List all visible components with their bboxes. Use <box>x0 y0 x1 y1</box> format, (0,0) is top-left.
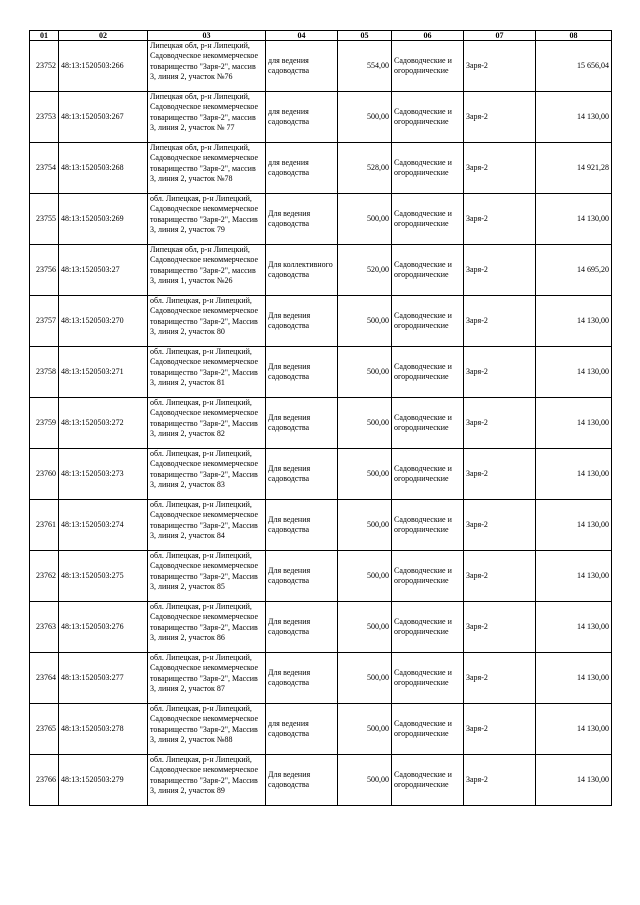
cell-cadastral-number: 48:13:1520503:269 <box>59 194 148 245</box>
cell-cadastral-number: 48:13:1520503:272 <box>59 398 148 449</box>
table-row <box>30 245 612 296</box>
address-text: обл. Липецкая, р-н Липецкий, Садоводческое некоммерческое товарищество "Заря-2", Массив 3, линия 2, участок 89 <box>150 755 259 796</box>
cell-cadastral-number: 48:13:1520503:274 <box>59 500 148 551</box>
cell-area: 500,00 <box>338 194 392 245</box>
address-text: обл. Липецкая, р-н Липецкий, Садоводческое некоммерческое товарищество "Заря-2", Массив 3, линия 2, участок 79 <box>150 194 259 235</box>
cell-record-id: 23752 <box>30 41 59 92</box>
cell-partnership-name: Заря-2 <box>464 551 536 602</box>
cell-permitted-use: для ведения садоводства <box>266 41 338 92</box>
cell-cadastral-number: 48:13:1520503:277 <box>59 653 148 704</box>
cell-area: 500,00 <box>338 347 392 398</box>
cell-cadastral-value: 14 130,00 <box>536 704 612 755</box>
address-text: обл. Липецкая, р-н Липецкий, Садоводческое некоммерческое товарищество "Заря-2", Массив 3, линия 2, участок 83 <box>150 449 259 490</box>
cell-category: Садоводческие и огороднические <box>392 194 464 245</box>
header-col-01: 01 <box>30 31 59 41</box>
table-row <box>30 449 612 500</box>
cell-record-id: 23760 <box>30 449 59 500</box>
cell-permitted-use: Для ведения садоводства <box>266 194 338 245</box>
header-col-07: 07 <box>464 31 536 41</box>
cell-address <box>148 653 266 704</box>
cell-cadastral-number: 48:13:1520503:279 <box>59 755 148 806</box>
cell-permitted-use: Для ведения садоводства <box>266 449 338 500</box>
cell-record-id: 23755 <box>30 194 59 245</box>
cell-cadastral-value: 14 921,28 <box>536 143 612 194</box>
address-text: обл. Липецкая, р-н Липецкий, Садоводческое некоммерческое товарищество "Заря-2", Массив 3, линия 2, участок №88 <box>150 704 259 745</box>
cell-record-id: 23765 <box>30 704 59 755</box>
cell-record-id: 23758 <box>30 347 59 398</box>
cell-record-id: 23762 <box>30 551 59 602</box>
cell-permitted-use: Для ведения садоводства <box>266 500 338 551</box>
cell-address <box>148 245 266 296</box>
cell-cadastral-number: 48:13:1520503:268 <box>59 143 148 194</box>
cell-area: 500,00 <box>338 551 392 602</box>
cell-record-id: 23753 <box>30 92 59 143</box>
cell-address <box>148 194 266 245</box>
cell-address <box>148 41 266 92</box>
cell-record-id: 23756 <box>30 245 59 296</box>
cell-cadastral-number: 48:13:1520503:273 <box>59 449 148 500</box>
cell-category: Садоводческие и огороднические <box>392 755 464 806</box>
cell-record-id: 23763 <box>30 602 59 653</box>
cell-cadastral-value: 14 130,00 <box>536 398 612 449</box>
cell-cadastral-value: 14 695,20 <box>536 245 612 296</box>
cell-category: Садоводческие и огороднические <box>392 704 464 755</box>
cell-permitted-use: для ведения садоводства <box>266 143 338 194</box>
cell-category: Садоводческие и огороднические <box>392 602 464 653</box>
cell-permitted-use: Для ведения садоводства <box>266 398 338 449</box>
address-text: Липецкая обл, р-н Липецкий, Садоводческое некоммерческое товарищество "Заря-2", массив 3, линия 2, участок №78 <box>150 143 259 184</box>
cell-record-id: 23764 <box>30 653 59 704</box>
address-text: обл. Липецкая, р-н Липецкий, Садоводческое некоммерческое товарищество "Заря-2", Массив 3, линия 2, участок 81 <box>150 347 259 388</box>
cell-category: Садоводческие и огороднические <box>392 398 464 449</box>
table-row <box>30 602 612 653</box>
header-col-05: 05 <box>338 31 392 41</box>
table-row <box>30 551 612 602</box>
cell-address <box>148 92 266 143</box>
cell-cadastral-number: 48:13:1520503:276 <box>59 602 148 653</box>
cell-permitted-use: Для ведения садоводства <box>266 653 338 704</box>
cell-address <box>148 398 266 449</box>
cell-cadastral-number: 48:13:1520503:270 <box>59 296 148 347</box>
address-text: обл. Липецкая, р-н Липецкий, Садоводческое некоммерческое товарищество "Заря-2", Массив 3, линия 2, участок 82 <box>150 398 259 439</box>
cell-cadastral-value: 14 130,00 <box>536 449 612 500</box>
address-text: Липецкая обл, р-н Липецкий, Садоводческое некоммерческое товарищество "Заря-2", массив 3, линия 2, участок №76 <box>150 41 259 82</box>
table-row <box>30 653 612 704</box>
cell-area: 500,00 <box>338 449 392 500</box>
cell-partnership-name: Заря-2 <box>464 653 536 704</box>
cell-partnership-name: Заря-2 <box>464 296 536 347</box>
table-row <box>30 41 612 92</box>
cell-cadastral-value: 14 130,00 <box>536 500 612 551</box>
cell-area: 500,00 <box>338 296 392 347</box>
cell-address <box>148 296 266 347</box>
cell-cadastral-value: 14 130,00 <box>536 194 612 245</box>
address-text: Липецкая обл, р-н Липецкий, Садоводческое некоммерческое товарищество "Заря-2", массив 3, линия 2, участок № 77 <box>150 92 259 133</box>
address-text: обл. Липецкая, р-н Липецкий, Садоводческое некоммерческое товарищество "Заря-2", Массив 3, линия 2, участок 86 <box>150 602 259 643</box>
cell-address <box>148 704 266 755</box>
cell-category: Садоводческие и огороднические <box>392 143 464 194</box>
cell-area: 500,00 <box>338 92 392 143</box>
table-row <box>30 500 612 551</box>
cell-category: Садоводческие и огороднические <box>392 449 464 500</box>
cell-address <box>148 500 266 551</box>
registry-table <box>29 30 612 806</box>
address-text: обл. Липецкая, р-н Липецкий, Садоводческое некоммерческое товарищество "Заря-2", Массив 3, линия 2, участок 80 <box>150 296 259 337</box>
cell-record-id: 23754 <box>30 143 59 194</box>
cell-category: Садоводческие и огороднические <box>392 41 464 92</box>
cell-partnership-name: Заря-2 <box>464 245 536 296</box>
cell-partnership-name: Заря-2 <box>464 755 536 806</box>
cell-record-id: 23757 <box>30 296 59 347</box>
table-row <box>30 92 612 143</box>
cell-permitted-use: Для коллективного садоводства <box>266 245 338 296</box>
cell-area: 500,00 <box>338 704 392 755</box>
header-col-08: 08 <box>536 31 612 41</box>
cell-cadastral-value: 14 130,00 <box>536 296 612 347</box>
cell-record-id: 23766 <box>30 755 59 806</box>
cell-area: 500,00 <box>338 602 392 653</box>
header-col-04: 04 <box>266 31 338 41</box>
cell-permitted-use: Для ведения садоводства <box>266 551 338 602</box>
cell-cadastral-value: 14 130,00 <box>536 602 612 653</box>
cell-record-id: 23759 <box>30 398 59 449</box>
cell-cadastral-number: 48:13:1520503:266 <box>59 41 148 92</box>
cell-cadastral-value: 14 130,00 <box>536 755 612 806</box>
cell-address <box>148 143 266 194</box>
cell-permitted-use: для ведения садоводства <box>266 704 338 755</box>
cell-partnership-name: Заря-2 <box>464 194 536 245</box>
header-row <box>30 31 612 41</box>
cell-partnership-name: Заря-2 <box>464 347 536 398</box>
table-row <box>30 194 612 245</box>
address-text: Липецкая обл, р-н Липецкий, Садоводческое некоммерческое товарищество "Заря-2", массив 3, линия 1, участок №26 <box>150 245 259 286</box>
cell-cadastral-number: 48:13:1520503:267 <box>59 92 148 143</box>
cell-category: Садоводческие и огороднические <box>392 500 464 551</box>
header-col-03: 03 <box>148 31 266 41</box>
address-text: обл. Липецкая, р-н Липецкий, Садоводческое некоммерческое товарищество "Заря-2", Массив 3, линия 2, участок 85 <box>150 551 259 592</box>
cell-permitted-use: для ведения садоводства <box>266 92 338 143</box>
cell-partnership-name: Заря-2 <box>464 398 536 449</box>
cell-partnership-name: Заря-2 <box>464 41 536 92</box>
cell-partnership-name: Заря-2 <box>464 92 536 143</box>
cell-address <box>148 551 266 602</box>
cell-partnership-name: Заря-2 <box>464 704 536 755</box>
cell-area: 500,00 <box>338 500 392 551</box>
cell-area: 554,00 <box>338 41 392 92</box>
cell-address <box>148 449 266 500</box>
cell-cadastral-value: 14 130,00 <box>536 347 612 398</box>
cell-partnership-name: Заря-2 <box>464 449 536 500</box>
table-row <box>30 398 612 449</box>
cell-cadastral-value: 14 130,00 <box>536 551 612 602</box>
cell-address <box>148 755 266 806</box>
cell-partnership-name: Заря-2 <box>464 500 536 551</box>
cell-address <box>148 602 266 653</box>
cell-cadastral-number: 48:13:1520503:271 <box>59 347 148 398</box>
cell-area: 500,00 <box>338 653 392 704</box>
cell-permitted-use: Для ведения садоводства <box>266 296 338 347</box>
header-col-06: 06 <box>392 31 464 41</box>
cell-cadastral-value: 14 130,00 <box>536 92 612 143</box>
cell-record-id: 23761 <box>30 500 59 551</box>
cell-cadastral-number: 48:13:1520503:278 <box>59 704 148 755</box>
table-row <box>30 704 612 755</box>
cell-area: 528,00 <box>338 143 392 194</box>
header-col-02: 02 <box>59 31 148 41</box>
table-row <box>30 296 612 347</box>
cell-cadastral-number: 48:13:1520503:27 <box>59 245 148 296</box>
cell-area: 500,00 <box>338 398 392 449</box>
cell-permitted-use: Для ведения садоводства <box>266 347 338 398</box>
cell-area: 500,00 <box>338 755 392 806</box>
address-text: обл. Липецкая, р-н Липецкий, Садоводческое некоммерческое товарищество "Заря-2", Массив 3, линия 2, участок 87 <box>150 653 259 694</box>
cell-cadastral-number: 48:13:1520503:275 <box>59 551 148 602</box>
table-row <box>30 143 612 194</box>
cell-partnership-name: Заря-2 <box>464 602 536 653</box>
address-text: обл. Липецкая, р-н Липецкий, Садоводческое некоммерческое товарищество "Заря-2", Массив 3, линия 2, участок 84 <box>150 500 259 541</box>
cell-category: Садоводческие и огороднические <box>392 551 464 602</box>
cell-area: 520,00 <box>338 245 392 296</box>
cell-cadastral-value: 14 130,00 <box>536 653 612 704</box>
table-row <box>30 347 612 398</box>
cell-partnership-name: Заря-2 <box>464 143 536 194</box>
cell-cadastral-value: 15 656,04 <box>536 41 612 92</box>
cell-category: Садоводческие и огороднические <box>392 245 464 296</box>
cell-permitted-use: Для ведения садоводства <box>266 602 338 653</box>
cell-category: Садоводческие и огороднические <box>392 347 464 398</box>
cell-address <box>148 347 266 398</box>
cell-category: Садоводческие и огороднические <box>392 92 464 143</box>
cell-category: Садоводческие и огороднические <box>392 296 464 347</box>
table-row <box>30 755 612 806</box>
cell-permitted-use: Для ведения садоводства <box>266 755 338 806</box>
cell-category: Садоводческие и огороднические <box>392 653 464 704</box>
